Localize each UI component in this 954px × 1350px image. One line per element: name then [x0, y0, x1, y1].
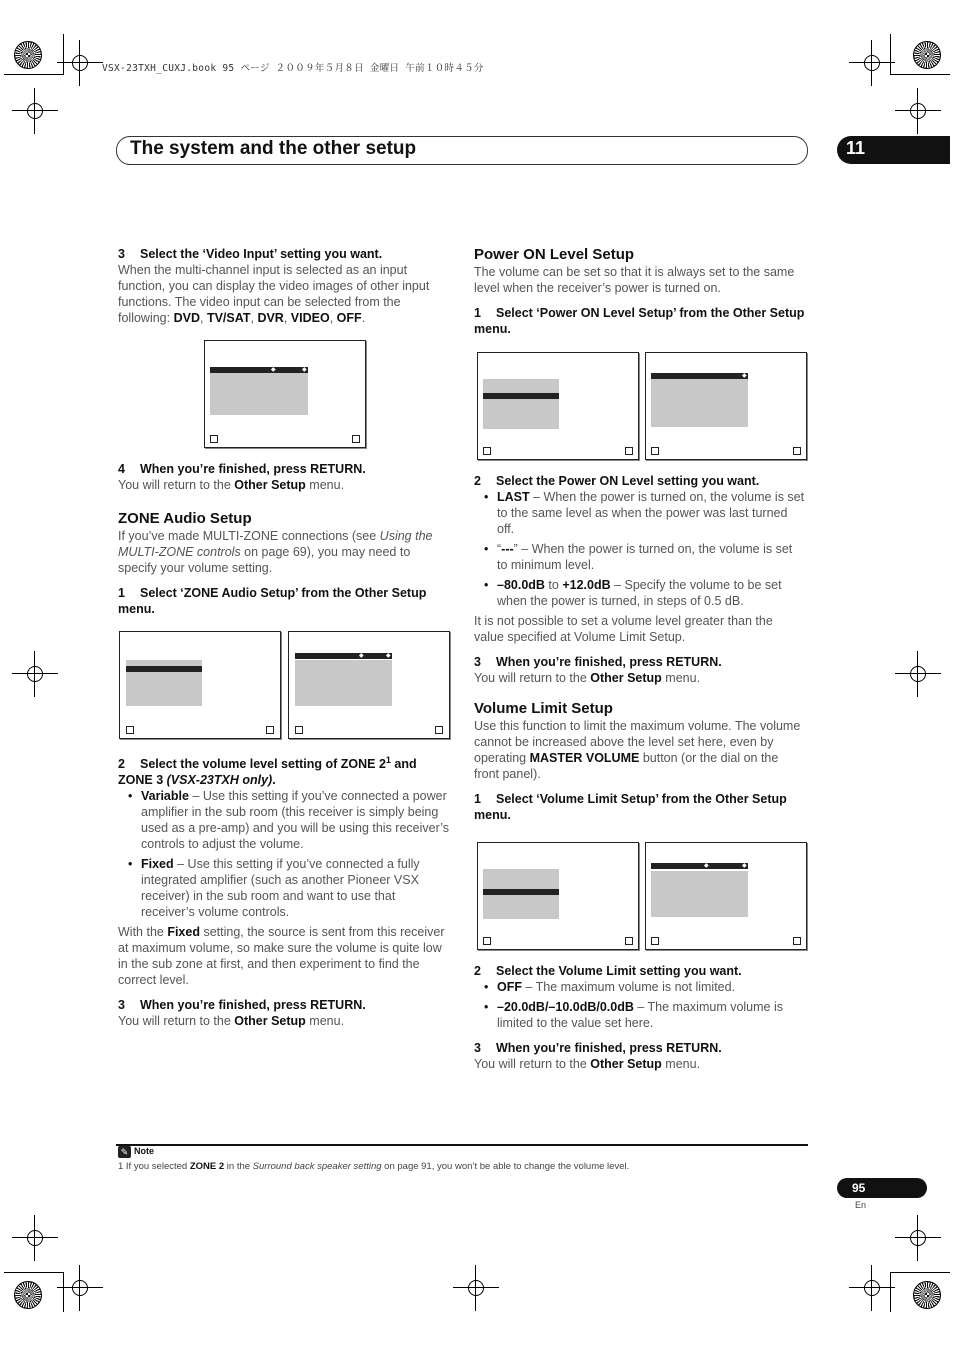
osd-screen-other-setup: [119, 631, 281, 739]
option-range: • –80.0dB to +12.0dB – Specify the volume to be set when the power is turned, in steps of 0.5 dB.: [474, 577, 806, 609]
right-column-middle: [474, 473, 806, 823]
zone-return-text: You will return to the Other Setup menu.: [118, 1014, 345, 1029]
option-variable: • Variable – Use this setting if you’ve connected a power amplifier in the sub room (this receiver is simply being used as a pre-amp) and you will be using this receiver’s controls to adjust the volume.: [118, 788, 450, 852]
crop-mark: [4, 1272, 64, 1273]
osd-screen-power-on-level: ◆: [645, 352, 807, 460]
zone-step-3: 3 When you’re finished, press RETURN.: [118, 998, 366, 1013]
zone-options-list: [118, 788, 450, 920]
right-column-lower: [474, 963, 806, 1072]
crop-mark: [890, 74, 950, 75]
power-on-level-heading: Power ON Level Setup: [474, 246, 635, 263]
option-off: • OFF – The maximum volume is not limited.: [474, 979, 806, 995]
color-target-top-left: [14, 41, 42, 69]
pol-return-text: You will return to the Other Setup menu.: [474, 671, 701, 685]
registration-mark: [69, 52, 91, 74]
crop-mark: [4, 74, 64, 75]
page-number: 95: [852, 1181, 866, 1195]
osd-screen-other-setup-vl: [477, 842, 639, 950]
pol-step-1: 1 Select ‘Power ON Level Setup’ from the Other Setup menu.: [474, 306, 805, 336]
video-input-body: When the multi-channel input is selected as an input function, you can display the video images of other input functions. The video input can be selected from the following: DVD, TV/SAT, DVR, VIDEO, OFF.: [118, 263, 430, 325]
pol-note: It is not possible to set a volume level greater than the value specified at Volume Limit Setup.: [474, 614, 773, 644]
step-video-input: 3 Select the ‘Video Input’ setting you want.: [118, 247, 383, 261]
option-last: • LAST – When the power is turned on, the volume is set to the same level as when the power was last turned off.: [474, 489, 806, 537]
page-title: The system and the other setup: [130, 138, 417, 159]
osd-screen-zone-audio: ◆ ◆: [288, 631, 450, 739]
registration-mark: [24, 100, 46, 122]
registration-mark: [24, 1227, 46, 1249]
vl-step-2: 2 Select the Volume Limit setting you want.: [474, 964, 742, 978]
left-column-lower: [118, 752, 450, 1029]
zone-intro: If you’ve made MULTI-ZONE connections (see Using the MULTI-ZONE controls on page 69), you may need to specify your volume setting.: [118, 529, 433, 575]
crop-mark: [63, 34, 64, 74]
chapter-number: 11: [846, 138, 866, 158]
volume-limit-heading: Volume Limit Setup: [474, 700, 613, 717]
power-on-level-intro: The volume can be set so that it is always set to the same level when the receiver’s power is turned on.: [474, 265, 795, 295]
step-finish-return: 4 When you’re finished, press RETURN.: [118, 462, 366, 476]
note-icon: ✎: [118, 1146, 131, 1158]
osd-screen-volume-limit: ◆ ◆: [645, 842, 807, 950]
registration-mark: [907, 1227, 929, 1249]
vl-return-text: You will return to the Other Setup menu.: [474, 1057, 701, 1071]
page-number-tab: [837, 1178, 927, 1198]
color-target-bottom-right: [913, 1281, 941, 1309]
crop-mark: [63, 1272, 64, 1312]
return-text: You will return to the Other Setup menu.: [118, 478, 345, 492]
option-fixed: • Fixed – Use this setting if you’ve connected a fully integrated amplifier (such as another Pioneer VSX receiver) in the sub room and want to use that receiver’s volume controls.: [118, 856, 450, 920]
zone-step-2: 2 Select the volume level setting of ZONE $2^1$ and ZONE 3 (VSX-23TXH only).: [118, 755, 417, 788]
right-column: [474, 246, 806, 337]
note-label: Note: [134, 1146, 154, 1156]
option-minimum: • “---” – When the power is turned on, the volume is set to minimum level.: [474, 541, 806, 573]
zone-step-1: 1 Select ‘ZONE Audio Setup’ from the Other Setup menu.: [118, 586, 427, 616]
volume-limit-intro: Use this function to limit the maximum volume. The volume cannot be increased above the level set here, even by operating MASTER VOLUME button (or the dial on the front panel).: [474, 719, 801, 781]
vl-step-3: 3 When you’re finished, press RETURN.: [474, 1041, 722, 1055]
note-rule: [116, 1144, 808, 1146]
registration-mark: [907, 100, 929, 122]
crop-mark: [890, 1272, 891, 1312]
color-target-bottom-left: [14, 1281, 42, 1309]
left-column: [118, 246, 450, 326]
footnote: 1 If you selected ZONE 2 in the Surround back speaker setting on page 91, you won’t be able to change the volume level.: [118, 1161, 630, 1172]
pol-step-2: 2 Select the Power ON Level setting you want.: [474, 474, 760, 488]
osd-screen-other-setup-pol: [477, 352, 639, 460]
osd-screen-video-input: ◆ ◆: [204, 340, 366, 448]
pol-step-3: 3 When you’re finished, press RETURN.: [474, 655, 722, 669]
page-language: En: [855, 1200, 867, 1210]
color-target-top-right: [913, 41, 941, 69]
vl-step-1: 1 Select ‘Volume Limit Setup’ from the Other Setup menu.: [474, 792, 787, 822]
registration-mark: [24, 663, 46, 685]
registration-mark: [907, 663, 929, 685]
fixed-note: With the Fixed setting, the source is sent from this receiver at maximum volume, so make sure the volume is quite low in the sub zone at first, and then experiment to find the correct level.: [118, 925, 445, 988]
zone-audio-heading: ZONE Audio Setup: [118, 510, 252, 527]
registration-mark: [861, 1277, 883, 1299]
pol-options-list: [474, 489, 806, 609]
left-column-continued: [118, 461, 450, 617]
registration-mark: [465, 1277, 487, 1299]
vl-options-list: [474, 979, 806, 1031]
print-info: VSX-23TXH_CUXJ.book 95 ページ ２００９年５月８日 金曜日 午前１０時４５分: [102, 63, 484, 74]
option-limit-values: • –20.0dB/–10.0dB/0.0dB – The maximum volume is limited to the value set here.: [474, 999, 806, 1031]
registration-mark: [861, 52, 883, 74]
crop-mark: [890, 1272, 950, 1273]
registration-mark: [69, 1277, 91, 1299]
crop-mark: [890, 34, 891, 74]
